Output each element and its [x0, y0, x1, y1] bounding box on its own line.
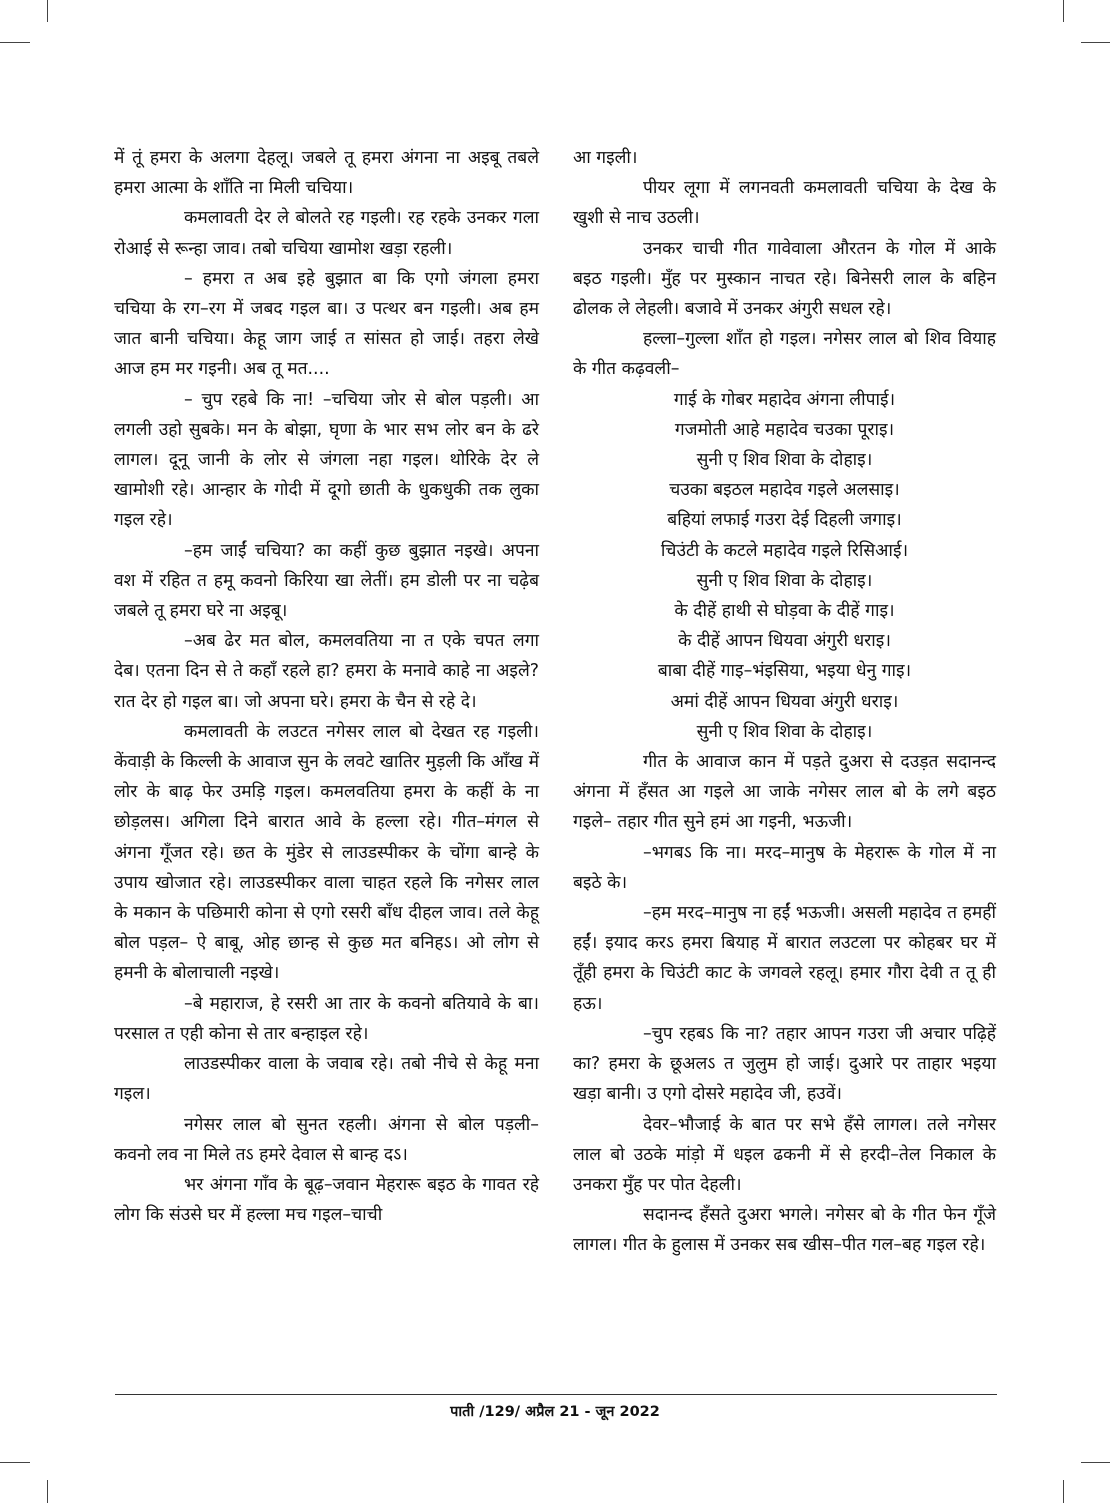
paragraph: लाउडस्पीकर वाला के जवाब रहे। तबो नीचे से केहू मना गइल।	[114, 1054, 539, 1105]
crop-mark	[1081, 1462, 1110, 1463]
crop-mark	[1063, 0, 1064, 22]
paragraph: –चुप रहबऽ कि ना? तहार आपन गउरा जी अचार पढ़िहें का? हमरा के छूअलऽ त जुलुम हो जाई। दुआरे पर ताहार भइया खड़ा बानी। उ एगो दोसरे महादेव जी, हउवें।	[573, 1023, 996, 1105]
footer-rule	[115, 1394, 997, 1395]
paragraph: उनकर चाची गीत गावेवाला औरतन के गोल में आके बइठ गइली। मुँह पर मुस्कान नाचत रहे। बिनेसरी लाल के बहिन ढोलक ले लेहली। बजावे में उनकर अंगुरी सधल रहे।	[573, 238, 996, 320]
verse-line: चउका बइठल महादेव गइले अलसाइ।	[669, 480, 900, 501]
paragraph: –हम जाईं चचिया? का कहीं कुछ बुझात नइखे। अपना वश में रहित त हमू कवनो किरिया खा लेतीं। हम डोली पर ना चढ़ेब जबले तू हमरा घरे ना अइबू।	[114, 540, 539, 622]
verse-line: बाबा दीहें गाइ–भंइसिया, भइया धेनु गाइ।	[657, 661, 912, 682]
verse-line: गाई के गोबर महादेव अंगना लीपाई।	[673, 389, 896, 410]
paragraph: –हम मरद–मानुष ना हईं भऊजी। असली महादेव त हमहीं हईं। इयाद करऽ हमरा बियाह में बारात लउटला पर कोहबर घर में तूँही हमरा के चिउंटी काट के जगवले रहलू। हमार गौरा देवी त तू ही हऊ।	[573, 903, 996, 1014]
paragraph: – हमरा त अब इहे बुझात बा कि एगो जंगला हमरा चचिया के रग–रग में जबद गइल बा। उ पत्थर बन गइली। अब हम जात बानी चचिया। केहू जाग जाई त सांसत हो जाई। तहरा लेखे आज हम मर गइनी। अब तू मत....	[114, 268, 539, 380]
verse-line: अमां दीहें आपन धियवा अंगुरी धराइ।	[670, 691, 899, 712]
paragraph: भर अंगना गाँव के बूढ़–जवान मेहरारू बइठ के गावत रहे लोग कि संउसे घर में हल्ला मच गइल–चाची	[114, 1174, 539, 1226]
crop-mark	[0, 42, 30, 43]
paragraph: में तूं हमरा के अलगा देहलू। जबले तू हमरा अंगना ना अइबू तबले हमरा आत्मा के शाँति ना मिली चचिया।	[114, 148, 539, 199]
paragraph: – चुप रहबे कि ना! –चचिया जोर से बोल पड़ली। आ लगली उहो सुबके। मन के बोझा, घृणा के भार सभ लोर बन के ढरे लागल। दूनू जानी के लोर से जंगला नहा गइल। थोरिके देर ले खामोशी रहे। आन्हार के गोदी में दूगो छाती के धुकधुकी तक लुका गइल रहे।	[114, 389, 539, 531]
crop-mark	[47, 1480, 48, 1503]
paragraph: –भगबऽ कि ना। मरद–मानुष के मेहरारू के गोल में ना बइठे के।	[573, 842, 996, 893]
verse-line: के दीहें आपन धियवा अंगुरी धराइ।	[678, 631, 891, 652]
paragraph: गीत के आवाज कान में पड़ते दुअरा से दउड़त सदानन्द अंगना में हँसत आ गइले आ जाके नगेसर लाल बो के लगे बइठ गइले– तहार गीत सुने हमं आ गइनी, भऊजी।	[573, 752, 996, 833]
verse-line: सुनी ए शिव शिवा के दोहाइ।	[696, 721, 873, 742]
verse-line: गजमोती आहे महादेव चउका पूराइ।	[674, 419, 895, 440]
verse-line: सुनी ए शिव शिवा के दोहाइ।	[696, 570, 873, 591]
paragraph: नगेसर लाल बो सुनत रहली। अंगना से बोल पड़ली– कवनो लव ना मिले तऽ हमरे देवाल से बान्ह दऽ।	[114, 1114, 539, 1165]
left-text-column	[114, 143, 539, 1230]
paragraph: देवर–भौजाई के बात पर सभे हँसे लागल। तले नगेसर लाल बो उठके मांड़ो में धइल ढकनी में से हरदी–तेल निकाल के उनकरा मुँह पर पोत देहली।	[573, 1114, 996, 1195]
paragraph: कमलावती देर ले बोलते रह गइली। रह रहके उनकर गला रोआई से रून्हा जाव। तबो चचिया खामोश खड़ा रहली।	[114, 208, 539, 259]
paragraph: पीयर लूगा में लगनवती कमलावती चचिया के देख के खुशी से नाच उठली।	[573, 178, 996, 229]
paragraph: सदानन्द हँसते दुअरा भगले। नगेसर बो के गीत फेन गूँजे लागल। गीत के हुलास में उनकर सब खीस–पीत गल–बह गइल रहे।	[573, 1205, 996, 1256]
crop-mark	[0, 1462, 30, 1463]
verse-line: के दीहें हाथी से घोड़वा के दीहें गाइ।	[674, 601, 895, 622]
paragraph: हल्ला–गुल्ला शाँत हो गइल। नगेसर लाल बो शिव वियाह के गीत कढ़वली–	[573, 329, 996, 380]
verse-line: बहियां लफाई गउरा देई दिहली जगाइ।	[667, 510, 902, 531]
paragraph: कमलावती के लउटत नगेसर लाल बो देखत रह गइली। केंवाड़ी के किल्ली के आवाज सुन के लवटे खातिर मुड़ली कि आँख में लोर के बाढ़ फेर उमड़ि गइल। कमलवतिया हमरा के कहीं के ना छोड़लस। अगिला दिने बारात आवे के हल्ला रहे। गीत–मंगल से अंगना गूँजत रहे। छत के मुंडेर से लाउडस्पीकर के चोंगा बान्हे के उपाय खोजात रहे। लाउडस्पीकर वाला चाहत रहले कि नगेसर लाल के मकान के पछिमारी कोना से एगो रसरी बाँध दीहल जाव। तले केहू बोल पड़ल– ऐ बाबू, ओह छान्ह से कुछ मत बनिहऽ। ओ लोग से हमनी के बोलाचाली नइखे।	[114, 721, 539, 984]
page-footer: पाती /129/ अप्रैल 21 - जून 2022	[450, 1404, 660, 1420]
crop-mark	[47, 0, 48, 22]
crop-mark	[1063, 1480, 1064, 1503]
verse-line: सुनी ए शिव शिवा के दोहाइ।	[696, 450, 873, 471]
right-text-column	[573, 143, 996, 1261]
verse-line: चिउंटी के कटले महादेव गइले रिसिआई।	[660, 540, 909, 561]
paragraph: आ गइली।	[573, 148, 638, 168]
crop-mark	[1081, 42, 1110, 43]
paragraph: –अब ढेर मत बोल, कमलवतिया ना त एके चपत लगा देब। एतना दिन से ते कहाँ रहले हा? हमरा के मनावे काहे ना अइले? रात देर हो गइल बा। जो अपना घरे। हमरा के चैन से रहे दे।	[114, 631, 539, 712]
paragraph: –बे महाराज, हे रसरी आ तार के कवनो बतियावे के बा। परसाल त एही कोना से तार बन्हाइल रहे।	[114, 993, 539, 1044]
